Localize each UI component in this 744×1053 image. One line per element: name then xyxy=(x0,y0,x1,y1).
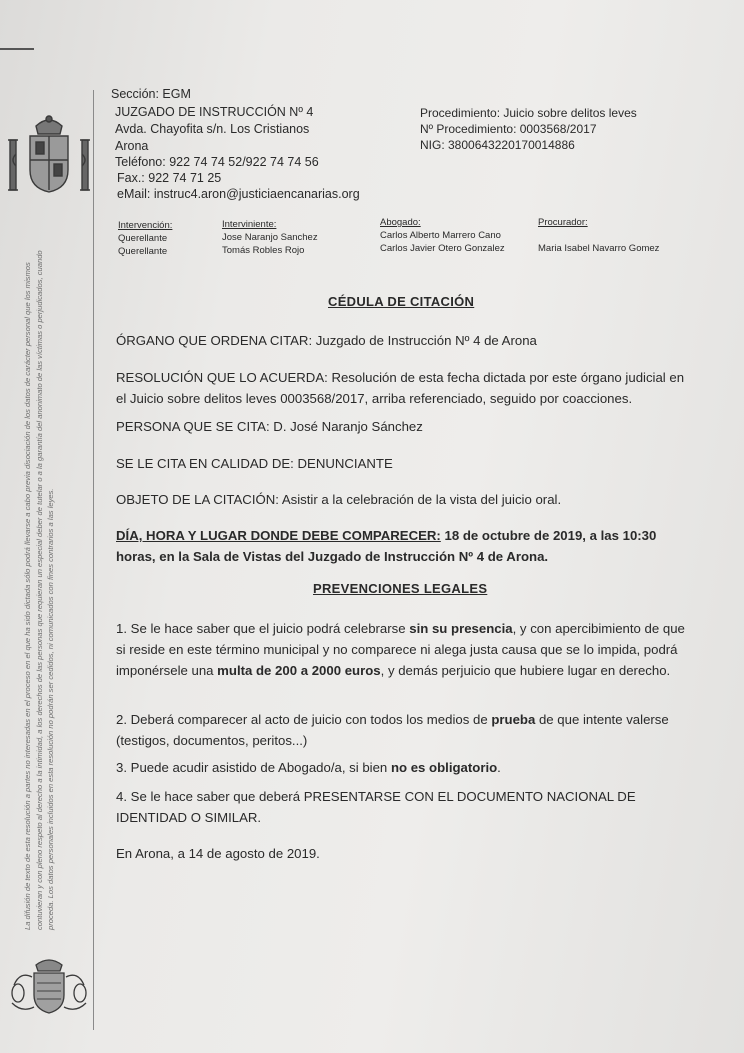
appearance-paragraph xyxy=(116,525,698,567)
lawyer-2: Carlos Javier Otero Gonzalez xyxy=(380,243,505,254)
intervention-1: Querellante xyxy=(118,233,168,244)
court-email: eMail: instruc4.aron@justiciaencanarias.org xyxy=(117,187,360,201)
warning-3-text-b: . xyxy=(497,760,501,775)
warning-1 xyxy=(116,618,698,681)
warning-3-bold: no es obligatorio xyxy=(390,760,498,775)
section-label: Sección: EGM xyxy=(111,87,191,101)
citation-purpose: OBJETO DE LA CITACIÓN: Asistir a la celebración de la vista del juicio oral. xyxy=(116,492,562,507)
appearance-label: DÍA, HORA Y LUGAR DONDE DEBE COMPARECER: xyxy=(116,528,441,543)
intervention-2: Querellante xyxy=(118,246,168,257)
citation-capacity: SE LE CITA EN CALIDAD DE: DENUNCIANTE xyxy=(116,456,393,471)
warning-1-text-b: , y con apercibimiento de que si reside en este término municipal y no comparece ni alega justa causa que se lo impida, podrá imponérsele una xyxy=(116,621,685,678)
ordering-court: ÓRGANO QUE ORDENA CITAR: Juzgado de Instrucción Nº 4 de Arona xyxy=(116,333,537,348)
court-name: JUZGADO DE INSTRUCCIÓN Nº 4 xyxy=(115,105,314,119)
interviniente-1: Jose Naranjo Sanchez xyxy=(222,232,318,243)
coat-of-arms-spain-icon xyxy=(6,110,92,206)
date-place: En Arona, a 14 de agosto de 2019. xyxy=(116,846,320,861)
warning-3 xyxy=(116,757,501,778)
warning-2 xyxy=(116,709,698,751)
appearance-value: 18 de octubre de 2019, a las 10:30 horas, en la Sala de Vistas del Juzgado de Instrucción Nº 4 de Arona. xyxy=(116,528,657,564)
procurator-header: Procurador: xyxy=(538,217,588,228)
nig-number: NIG: 3800643220170014886 xyxy=(420,138,575,152)
resolution-paragraph: RESOLUCIÓN QUE LO ACUERDA: Resolución de esta fecha dictada por este órgano judicial en el Juicio sobre delitos leves 0003568/2017, arriba referenciado, seguido por coacciones. xyxy=(116,370,685,406)
warning-3-text-a: 3. Puede acudir asistido de Abogado/a, si bien xyxy=(116,760,391,775)
margin-line xyxy=(93,90,94,1030)
interviniente-2: Tomás Robles Rojo xyxy=(222,245,305,256)
data-protection-note: La difusión de texto de esta resolución a partes no interesadas en el proceso en el que ha sido dictada sólo podrá llevarse a cabo previa disociación de los datos de carácter personal que los mismos contuvieran y con pleno respeto al derecho a la intimidad, a los derechos de las personas que requieran un especial deber de tutelar o a la garantía del anonimato de las víctimas o perjudicados, cuando proceda. Los datos personales incluidos en esta resolución no podrán ser cedidos, ni comunicados con fines contrarios a las leyes. xyxy=(23,250,55,930)
warning-1-text-a: 1. Se le hace saber que el juicio podrá celebrarse xyxy=(116,621,410,636)
lawyer-1: Carlos Alberto Marrero Cano xyxy=(380,230,501,241)
court-city: Arona xyxy=(115,139,149,153)
coat-of-arms-canarias-icon xyxy=(6,955,92,1025)
warning-4: 4. Se le hace saber que deberá PRESENTARSE CON EL DOCUMENTO NACIONAL DE IDENTIDAD O SIMILAR. xyxy=(116,789,636,825)
procedure-number: Nº Procedimiento: 0003568/2017 xyxy=(420,122,597,136)
warning-2-text-a: 2. Deberá comparecer al acto de juicio con todos los medios de xyxy=(116,712,492,727)
person-cited: PERSONA QUE SE CITA: D. José Naranjo Sánchez xyxy=(116,419,423,434)
warning-2-bold: prueba xyxy=(491,712,536,727)
court-phone: Teléfono: 922 74 74 52/922 74 74 56 xyxy=(115,155,319,169)
warning-1-bold-b: multa de 200 a 2000 euros xyxy=(217,663,381,678)
interviniente-header: Interviniente: xyxy=(222,219,277,230)
intervention-header: Intervención: xyxy=(118,220,173,231)
legal-warnings-title: PREVENCIONES LEGALES xyxy=(313,581,488,596)
warning-1-bold-a: sin su presencia xyxy=(409,621,513,636)
court-address: Avda. Chayofita s/n. Los Cristianos xyxy=(115,122,310,136)
lawyer-header: Abogado: xyxy=(380,217,421,228)
corner-mark xyxy=(0,48,34,50)
procedure-type: Procedimiento: Juicio sobre delitos leves xyxy=(420,106,637,120)
warning-2-text-b: de que intente valerse (testigos, documentos, peritos...) xyxy=(116,712,669,748)
warning-1-text-c: , y demás perjuicio que hubiere lugar en derecho. xyxy=(380,663,671,678)
court-fax: Fax.: 922 74 71 25 xyxy=(117,171,222,185)
procurator-1: Maria Isabel Navarro Gomez xyxy=(538,243,660,254)
document-title: CÉDULA DE CITACIÓN xyxy=(328,294,475,309)
